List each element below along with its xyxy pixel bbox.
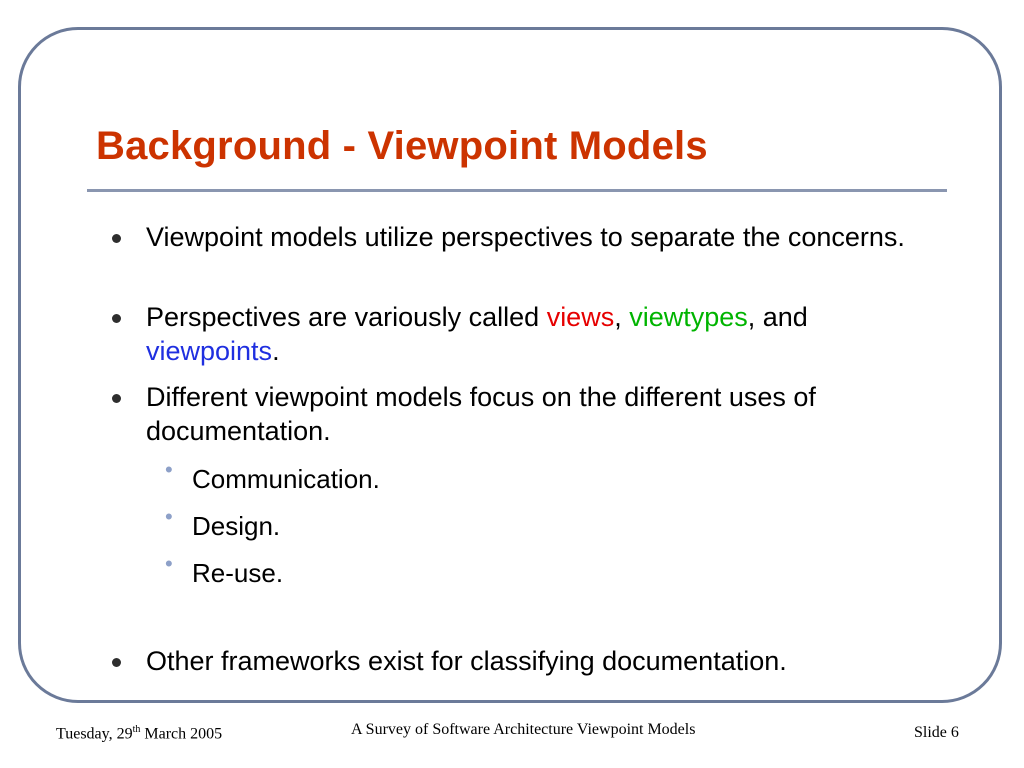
bullet-item — [146, 380, 946, 448]
term-viewpoints: viewpoints — [146, 336, 273, 366]
separator: , — [614, 302, 630, 332]
sub-bullet-item — [165, 551, 792, 589]
term-viewtypes: viewtypes — [629, 302, 748, 332]
slide-number: Slide 6 — [914, 724, 959, 741]
term-views: views — [546, 302, 615, 332]
bullet-dot-icon — [112, 234, 121, 243]
bullet-item — [146, 300, 946, 368]
slide-title: Background - Viewpoint Models — [96, 124, 708, 168]
footer-title: A Survey of Software Architecture Viewpoint Models — [351, 721, 696, 738]
bullet-dot-icon — [112, 394, 121, 403]
sub-bullet-text: Re-use. — [192, 558, 284, 588]
separator: , and — [747, 302, 808, 332]
bullet-item — [146, 644, 946, 678]
bullet-text: Perspectives are variously called — [146, 302, 547, 332]
footer-date-ordinal: th — [132, 724, 141, 735]
bullet-text: Different viewpoint models focus on the different uses of documentation. — [146, 382, 816, 446]
sub-bullet-text: Communication. — [192, 464, 380, 494]
bullet-dot-icon — [112, 314, 121, 323]
sub-bullet-dot-icon: • — [165, 504, 173, 529]
sub-bullet-item — [165, 504, 792, 542]
bullet-item — [146, 220, 946, 254]
footer-date — [56, 724, 222, 743]
footer-date-rest: March 2005 — [140, 725, 223, 743]
footer-date-day: Tuesday, 29 — [56, 725, 133, 743]
sub-bullet-item — [165, 457, 792, 495]
bullet-dot-icon — [112, 658, 121, 667]
bullet-text: Other frameworks exist for classifying documentation. — [146, 646, 787, 676]
sub-bullet-dot-icon: • — [165, 457, 173, 482]
bullet-text: Viewpoint models utilize perspectives to separate the concerns. — [146, 222, 905, 252]
separator: . — [272, 336, 280, 366]
sub-bullet-text: Design. — [192, 511, 281, 541]
sub-bullet-dot-icon: • — [165, 551, 173, 576]
